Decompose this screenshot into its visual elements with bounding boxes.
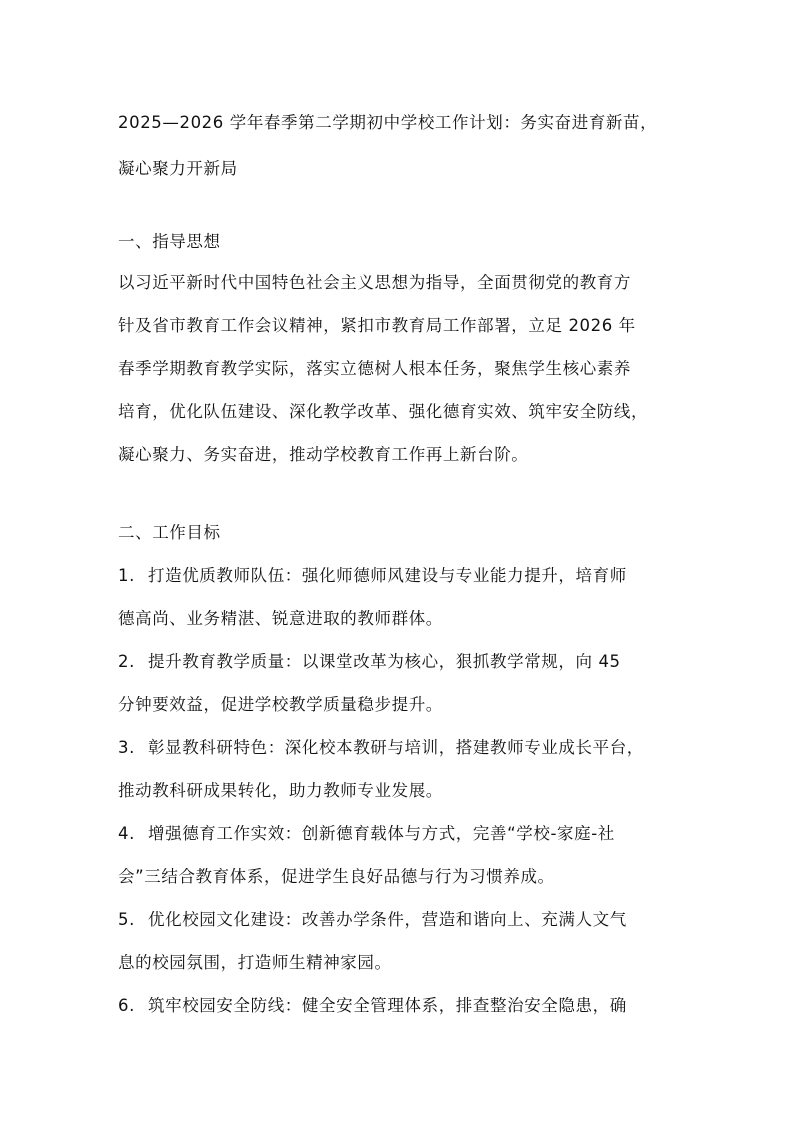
list-item	[118, 652, 621, 672]
list-number: 3.	[118, 738, 135, 757]
list-item-continuation: 分钟要效益，促进学校教学质量稳步提升。	[118, 695, 443, 714]
list-item-continuation: 会”三结合教育体系，促进学生良好品德与行为习惯养成。	[118, 867, 555, 886]
list-item-text: 提升教育教学质量：以课堂改革为核心，狠抓教学常规，向 45	[148, 652, 621, 671]
list-number: 1.	[118, 566, 135, 585]
section-heading-guiding-ideology: 一、指导思想	[118, 232, 221, 251]
paragraph-line: 凝心聚力、务实奋进，推动学校教育工作再上新台阶。	[118, 445, 529, 464]
list-item-text: 增强德育工作实效：创新德育载体与方式，完善“学校-家庭-社	[148, 824, 615, 843]
list-item-continuation: 德高尚、业务精湛、锐意进取的教师群体。	[118, 609, 443, 628]
list-item-text: 打造优质教师队伍：强化师德师风建设与专业能力提升，培育师	[148, 566, 627, 585]
section-heading-work-goals: 二、工作目标	[118, 523, 221, 542]
list-item	[118, 738, 644, 758]
list-number: 4.	[118, 824, 135, 843]
list-item-text: 彰显教科研特色：深化校本教研与培训，搭建教师专业成长平台，	[148, 738, 644, 757]
list-item-text: 筑牢校园安全防线：健全安全管理体系，排查整治安全隐患，确	[148, 996, 627, 1015]
paragraph-line: 培育，优化队伍建设、深化教学改革、强化德育实效、筑牢安全防线，	[118, 402, 649, 421]
list-item	[118, 996, 627, 1016]
list-item	[118, 824, 615, 844]
title-line-2: 凝心聚力开新局	[118, 159, 238, 178]
list-number: 5.	[118, 910, 135, 929]
list-item-continuation: 息的校园氛围，打造师生精神家园。	[118, 953, 392, 972]
list-number: 2.	[118, 652, 135, 671]
list-item	[118, 910, 627, 930]
list-item	[118, 566, 627, 586]
paragraph-line: 以习近平新时代中国特色社会主义思想为指导，全面贯彻党的教育方	[118, 273, 631, 292]
paragraph-line: 春季学期教育教学实际，落实立德树人根本任务，聚焦学生核心素养	[118, 359, 631, 378]
list-item-continuation: 推动教科研成果转化，助力教师专业发展。	[118, 781, 443, 800]
list-item-text: 优化校园文化建设：改善办学条件，营造和谐向上、充满人文气	[148, 910, 627, 929]
title-line-1: 2025—2026 学年春季第二学期初中学校工作计划：务实奋进育新苗，	[118, 113, 658, 132]
list-number: 6.	[118, 996, 135, 1015]
paragraph-line: 针及省市教育工作会议精神，紧扣市教育局工作部署，立足 2026 年	[118, 316, 636, 335]
